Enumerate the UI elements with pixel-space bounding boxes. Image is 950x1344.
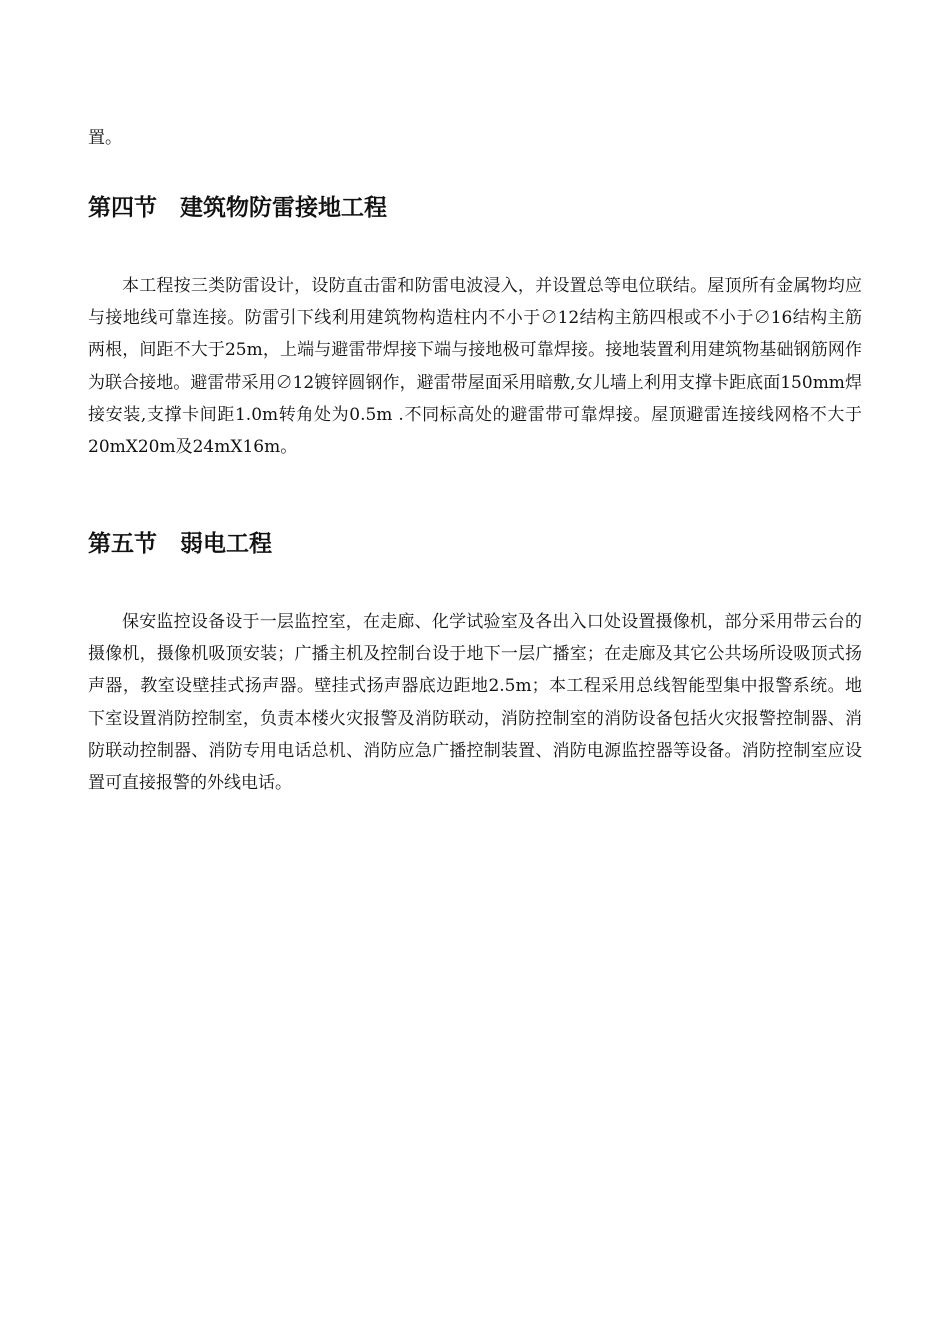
section-paragraph-5: 保安监控设备设于一层监控室，在走廊、化学试验室及各出入口处设置摄像机，部分采用带云台的摄像机，摄像机吸顶安装；广播主机及控制台设于地下一层广播室；在走廊及其它公共场所设吸顶式扬声器，教室设壁挂式扬声器。壁挂式扬声器底边距地2.5m；本工程采用总线智能型集中报警系统。地下室设置消防控制室，负责本楼火灾报警及消防联动，消防控制室的消防设备包括火灾报警控制器、消防联动控制器、消防专用电话总机、消防应急广播控制装置、消防电源监控器等设备。消防控制室应设置可直接报警的外线电话。 (88, 612, 862, 794)
carry-over-text: 置。 (88, 128, 122, 148)
section-heading-5: 第五节 弱电工程 (88, 531, 272, 557)
section-heading-4: 第四节 建筑物防雷接地工程 (88, 195, 387, 221)
section-paragraph-4: 本工程按三类防雷设计，设防直击雷和防雷电波浸入，并设置总等电位联结。屋顶所有金属物均应与接地线可靠连接。防雷引下线利用建筑物构造柱内不小于∅12结构主筋四根或不小于∅16结构主筋两根，间距不大于25m，上端与避雷带焊接下端与接地极可靠焊接。接地装置利用建筑物基础钢筋网作为联合接地。避雷带采用∅12镀锌圆钢作，避雷带屋面采用暗敷,女儿墙上利用支撑卡距底面150mm焊接安装,支撑卡间距1.0m转角处为0.5m .不同标高处的避雷带可靠焊接。屋顶避雷连接线网格不大于20mX20m及24mX16m。 (88, 276, 862, 458)
